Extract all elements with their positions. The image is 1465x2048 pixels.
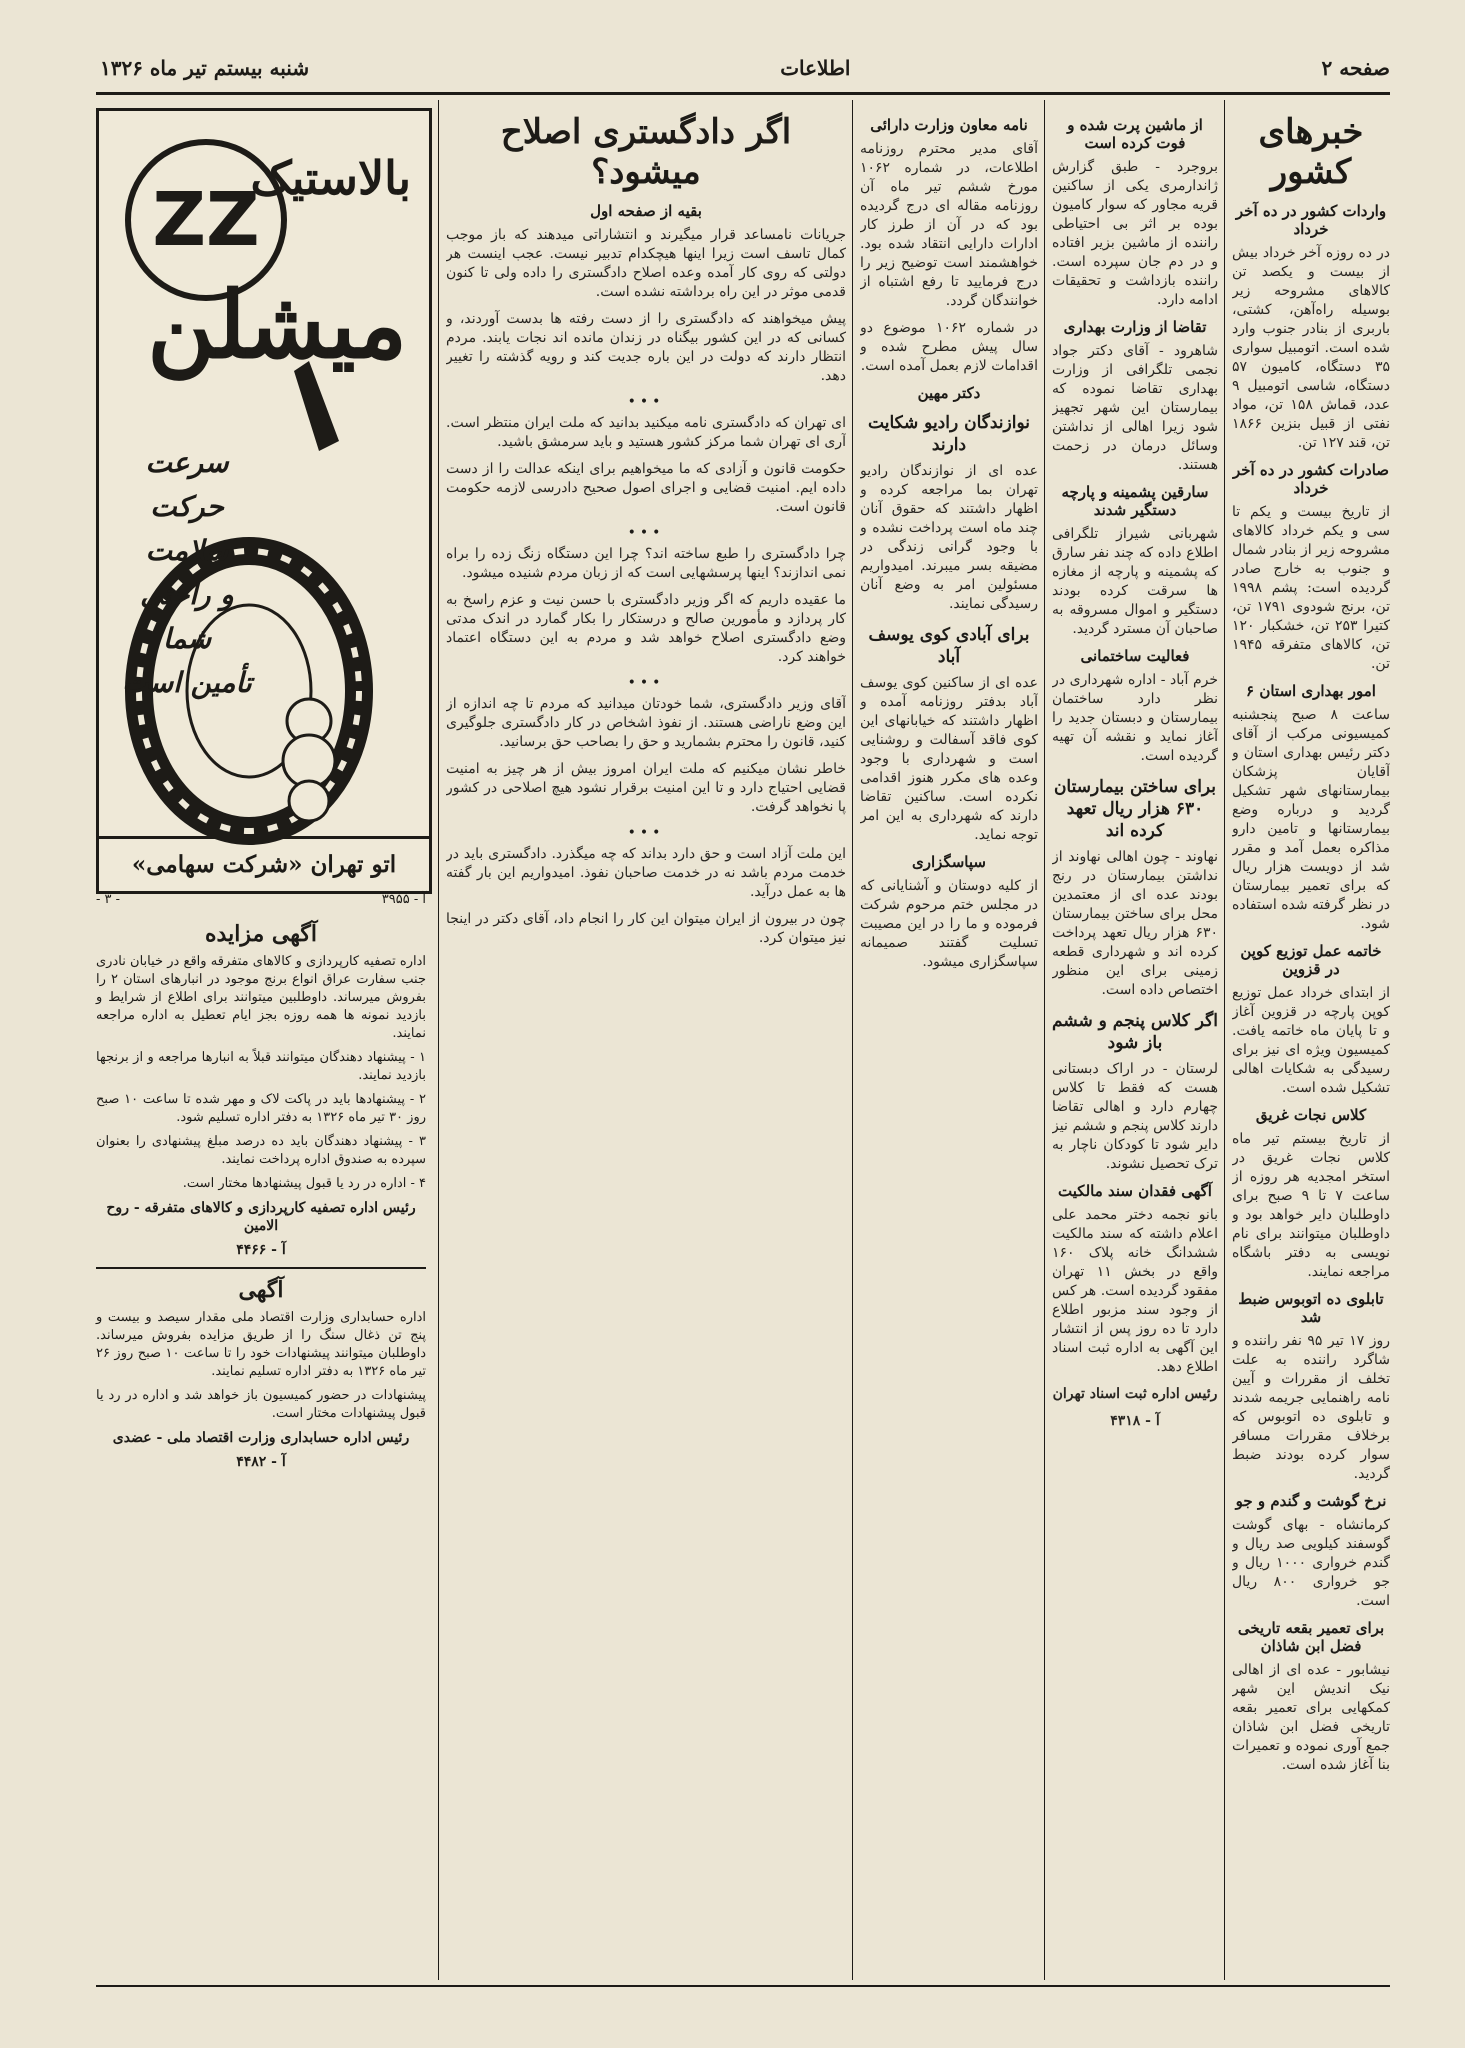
notice-divider	[96, 1267, 426, 1269]
footer-rule	[96, 1985, 1390, 1987]
headline: تابلوی ده اتوبوس ضبط شد	[1238, 1290, 1384, 1326]
ad-slogan	[117, 441, 257, 705]
article-text: از تاریخ بیست و یکم تا سی و یکم خرداد کالاهای مشروحه زیر از بنادر شمال و جنوب به خارج صادر گردیده است: پشم ۱۹۹۸ تن، برنج شودوی ۱۷۹۱ تن، کتیرا ۲۵۳ تن، خشکبار ۱۲۰ تن، کالاهای متفرقه ۱۹۴۵ تن.	[1232, 504, 1390, 672]
issue-date: شنبه بیستم تیر ماه ۱۳۲۶	[100, 56, 310, 80]
slogan-line: سلامت	[145, 534, 229, 567]
notice-text: ۴ - اداره در رد یا قبول پیشنهادها مختار است.	[182, 1176, 426, 1191]
column-divider	[852, 100, 853, 1980]
column-domestic	[1052, 108, 1218, 1978]
ad-code: آ - ۳۹۵۵	[381, 892, 426, 907]
headline: خاتمه عمل توزیع کوپن در قزوین	[1240, 942, 1382, 978]
headline: برای آبادی کوی یوسف آباد	[868, 625, 1030, 667]
ad-code: - ۳ -	[96, 892, 121, 907]
headline: برای تعمیر بقعه تاریخی فضل ابن شاذان	[1237, 1619, 1385, 1655]
notice-code: آ - ۴۴۸۲	[236, 1454, 286, 1470]
article-text: این ملت آزاد است و حق دارد بداند که چه میگذرد. دادگستری باید در خدمت مردم باشد نه در خدمت صاحبان نفوذ. امیدواریم این بار گفته ها به عمل درآید.	[446, 846, 846, 900]
headline: صادرات کشور در ده آخر خرداد	[1232, 461, 1390, 497]
notice-code: آ - ۴۴۶۶	[236, 1242, 286, 1258]
article-text: ساعت ۸ صبح پنجشنبه کمیسیونی مرکب از آقای دکتر رئیس بهداری استان و آقایان پزشکان بیمارستانهای شهر تشکیل گردید و درباره وضع بیمارستانها و تامین دارو مذاکره بعمل آمد و مقرر شد از دویست هزار ریال که برای تعمیر بیمارستان در نظر گرفته شده استفاده شود.	[1232, 707, 1390, 932]
ad-text: بانو نجمه دختر محمد علی اعلام داشته که سند مالکیت ششدانگ خانه پلاک ۱۶۰ واقع در بخش ۱۱ تهران مفقود گردیده است. هر کس از وجود سند مزبور اطلاع دارد تا ده روز پس از انتشار این آگهی به اداره ثبت اسناد اطلاع دهد.	[1052, 1207, 1218, 1375]
slogan-line: تأمین است	[122, 666, 252, 699]
article-text: لرستان - در اراک دبستانی هست که فقط تا کلاس چهارم دارد و اهالی تقاضا دارند کلاس پنجم و ششم نیز دایر شود تا کودکان ناچار به ترک تحصیل نشوند.	[1052, 1061, 1218, 1172]
article-text: در ده روزه آخر خرداد بیش از بیست و یکصد تن کالاهای مشروحه زیر بوسیله راه‌آهن، کشتی، باربری از بنادر جنوب وارد شده است. اتومبیل سواری ۳۵ دستگاه، کامیون ۵۷ دستگاه، شاسی اتومبیل ۹ عدد، قماش ۱۵۸ تن، مواد نفتی از قبیل بنزین ۱۸۶۶ تن، قند ۱۲۷ تن.	[1232, 245, 1390, 451]
article-text: شهربانی شیراز تلگرافی اطلاع داده که چند نفر سارق که پشمینه و پارچه از مغازه ها سرقت کرده بودند دستگیر و اموال مسروقه به صاحبان آن مسترد گردید.	[1052, 526, 1218, 637]
ad-headline: آگهی فقدان سند مالکیت	[1058, 1182, 1212, 1200]
headline: کلاس نجات غریق	[1255, 1106, 1367, 1124]
article-text: آقای وزیر دادگستری، شما خودتان میدانید که مردم تا چه اندازه از این وضع ناراضی هستند. از نفوذ اشخاص در کار دادگستری جلوگیری کنید، قانون را محترم بشمارید و حق را بصاحب حق برسانید.	[446, 696, 846, 750]
article-text: در شماره ۱۰۶۲ موضوع دو سال پیش مطرح شده و اقدامات لازم بعمل آمده است.	[860, 320, 1038, 374]
notice-text: پیشنهادات در حضور کمیسیون باز خواهد شد و اداره در رد یا قبول پیشنهادات مختار است.	[96, 1388, 426, 1421]
notice-text: اداره حسابداری وزارت اقتصاد ملی مقدار سیصد و بیست و پنج تن ذغال سنگ را از طریق مزایده بفروش میرساند. داوطلبان میتوانند پیشنهادات خود را تا ساعت ۱۰ صبح روز ۲۶ تیر ماه ۱۳۲۶ به دفتر اداره تسلیم نمایند.	[96, 1310, 426, 1379]
article-text: بروجرد - طبق گزارش ژاندارمری یکی از ساکنین قریه مجاور که سوار کامیون بوده بر اثر بی احتیاطی راننده از ماشین بزیر افتاده و در دم جان سپرده است. راننده بازداشت و تحقیقات ادامه دارد.	[1052, 159, 1218, 308]
article-text: از ابتدای خرداد عمل توزیع کوپن پارچه در قزوین آغاز و تا پایان ماه خاتمه یافت. کمیسیون ویژه ای نیز برای رسیدگی به شکایات اهالی تشکیل شده است.	[1232, 985, 1390, 1096]
ad-footer: اتو تهران «شرکت سهامی»	[99, 836, 429, 891]
headline: امور بهداری استان ۶	[1246, 682, 1376, 700]
notice-signature: رئیس اداره تصفیه کارپردازی و کالاهای متفرقه - روح الامین	[106, 1200, 416, 1234]
article-text: حکومت قانون و آزادی که ما میخواهیم برای اینکه عدالت را از دست داده ایم. امنیت قضایی و اجرای اصول صحیح دادرسی لازمه حکومت قانون است.	[446, 461, 846, 515]
ad-signature: رئیس اداره ثبت اسناد تهران	[1052, 1386, 1218, 1402]
brand-name: میشلن	[147, 271, 407, 379]
headline: نامه معاون وزارت دارائی	[870, 116, 1028, 134]
article-text: چون در بیرون از ایران میتوان این کار را انجام داد، آقای دکتر در اینجا نیز میتوان کرد.	[446, 911, 846, 946]
zz-logo: ZZ	[125, 139, 287, 301]
article-text: آقای مدیر محترم روزنامه اطلاعات، در شماره ۱۰۶۲ مورخ ششم تیر ماه آن روزنامه مقاله ای درج گردیده بود که در آن از طرز کار ادارات دارایی انتقاد شده بود. خواهشمند است توضیح زیر را درج فرمایید تا رفع اشتباه از خوانندگان گردد.	[860, 141, 1038, 309]
notice-text: ۲ - پیشنهادها باید در پاکت لاک و مهر شده تا ساعت ۱۰ صبح روز ۳۰ تیر ماه ۱۳۲۶ به دفتر اداره تسلیم شود.	[96, 1092, 426, 1125]
notice-title: آگهی مزایده	[205, 921, 317, 947]
notice-text: ۱ - پیشنهاد دهندگان میتوانند قبلاً به انبارها مراجعه و از برنجها بازدید نمایند.	[96, 1050, 426, 1083]
column-divider	[1224, 100, 1225, 1980]
column-divider	[1044, 100, 1045, 1980]
ad-code: آ - ۴۳۱۸	[1110, 1413, 1160, 1429]
article-text: خاطر نشان میکنیم که ملت ایران امروز بیش از هر چیز به امنیت قضایی احتیاج دارد و تا این امنیت برقرار نشود هیچ اصلاحی در کشور پا نخواهد گرفت.	[446, 761, 846, 815]
notices-column	[96, 915, 426, 1477]
separator-dots: •••	[627, 394, 665, 410]
column-country-news	[1232, 108, 1390, 1978]
headline: سپاسگزاری	[912, 853, 986, 871]
article-text: شاهرود - آقای دکتر جواد نجمی تلگرافی از وزارت بهداری تقاضا نموده که بیمارستان این شهر تجهیز شود زیرا اهالی از نداشتن وسائل درمان در زحمت هستند.	[1052, 343, 1218, 473]
notice-text: ۳ - پیشنهاد دهندگان باید ده درصد مبلغ پیشنهادی را بعنوان سپرده به صندوق اداره پرداخت نمایند.	[96, 1134, 426, 1167]
headline: سارقین پشمینه و پارچه دستگیر شدند	[1061, 483, 1209, 519]
headline: برای ساختن بیمارستان ۶۳۰ هزار ریال تعهد کرده اند	[1053, 777, 1217, 841]
article-text: کرمانشاه - بهای گوشت گوسفند کیلویی صد ریال و گندم خرواری ۱۰۰۰ ریال و جو خرواری ۸۰۰ ریال است.	[1232, 1517, 1390, 1609]
article-text: روز ۱۷ تیر ۹۵ نفر راننده و شاگرد راننده به علت تخلف از مقررات و آیین نامه راهنمایی جریمه شدند و تابلوی ده اتوبوس که برخلاف مقررات مسافر سوار کرده بودند ضبط گردید.	[1232, 1333, 1390, 1482]
column-editorial	[446, 108, 846, 1978]
headline: اگر کلاس پنجم و ششم باز شود	[1052, 1011, 1218, 1053]
headline: تقاضا از وزارت بهداری	[1063, 318, 1207, 336]
header-rule	[96, 92, 1390, 95]
headline: واردات کشور در ده آخر خرداد	[1235, 202, 1387, 238]
article-text: جریانات نامساعد قرار میگیرند و انتشاراتی میدهند که باز موجب کمال تاسف است زیرا اینها هیچکدام تدبیر نیست. عجب اینست هر دولتی که روی کار آمده وعده اصلاح دادگستری را داده ولی تا کنون قدمی موثر در این راه برداشته نشده است.	[446, 227, 846, 300]
article-text: عده ای از ساکنین کوی یوسف آباد بدفتر روزنامه آمده و اظهار داشتند که خیابانهای این کوی فاقد آسفالت و روشنایی است و شهرداری با وجود وعده های مکرر هنوز اقدامی نکرده است. ساکنین تقاضا دارند که شهرداری به این امر توجه نماید.	[860, 675, 1038, 843]
notice-signature: رئیس اداره حسابداری وزارت اقتصاد ملی - عضدی	[112, 1430, 410, 1446]
editorial-title: اگر دادگستری اصلاح میشود؟	[500, 112, 792, 192]
article-text: عده ای از نوازندگان رادیو تهران بما مراجعه کرده و اظهار داشتند که حقوق آنان چند ماه است پرداخت نشده و با وجود گرانی زندگی در مضیقه بسر میبرند. امیدواریم مسئولین امر به وضع آنان رسیدگی نمایند.	[860, 463, 1038, 612]
brand-subtitle: بالاستیک	[250, 151, 411, 205]
separator-dots: •••	[627, 675, 665, 691]
column-letters	[860, 108, 1038, 1978]
article-text: نیشابور - عده ای از اهالی نیک اندیش این شهر کمکهایی برای تعمیر بقعه تاریخی فضل ابن شاذان جمع آوری نموده و تعمیرات بنا آغاز شده است.	[1232, 1662, 1390, 1773]
article-text: ما عقیده داریم که اگر وزیر دادگستری با حسن نیت و عزم راسخ به کار پردازد و مأمورین صالح و درستکار را بکار گمارد در اندک مدتی وضع دادگستری اصلاح خواهد شد و مردم به این دستگاه اعتماد خواهند کرد.	[446, 592, 846, 665]
separator-dots: •••	[627, 525, 665, 541]
article-text: ای تهران که دادگستری نامه میکنید بدانید که ملت ایران منتظر است. آری ای تهران شما مرکز کشور هستید و باید سرمشق باشید.	[446, 415, 846, 450]
page-number: صفحه ۲	[1321, 56, 1390, 80]
article-text: نهاوند - چون اهالی نهاوند از نداشتن بیمارستان در رنج بودند عده ای از معتمدین محل برای ساختن بیمارستان ۶۳۰ هزار ریال تعهد پرداخت کرده اند و شهرداری قطعه زمینی برای این منظور اختصاص داده است.	[1052, 849, 1218, 998]
headline: از ماشین پرت شده و فوت کرده است	[1067, 116, 1203, 152]
paper-name: اطلاعات	[780, 56, 851, 80]
headline: نوازندگان رادیو شکایت دارند	[868, 413, 1030, 455]
ad-code-line	[96, 892, 426, 907]
article-text: خرم آباد - اداره شهرداری در نظر دارد ساختمان بیمارستان و دبستان جدید را آغاز نماید و نقشه آن تهیه گردیده است.	[1052, 672, 1218, 764]
page-header	[100, 48, 1390, 88]
separator-dots: •••	[627, 825, 665, 841]
slogan-line: سرعت حرکت	[145, 446, 229, 523]
notice-title: آگهی	[238, 1277, 284, 1303]
article-text: چرا دادگستری را طبع ساخته اند؟ چرا این دستگاه زنگ زده را براه نمی اندازند؟ اینها پرسشهایی است که از زبان مردم شنیده میشود.	[446, 546, 846, 581]
section-title: خبرهای کشور	[1258, 112, 1364, 192]
column-divider	[438, 100, 439, 1980]
article-text: پیش میخواهند که دادگستری را از دست رفته ها بدست آوردند، و کسانی که در این کشور بیگناه در زندان مانده اند نجات یابند. مردم انتظار دارند که دولت در این باره جدیت کند و رویه گذشته را تغییر دهد.	[446, 311, 846, 384]
michelin-advertisement	[96, 108, 432, 894]
headline: نرخ گوشت و گندم و جو	[1235, 1492, 1387, 1510]
slogan-line: و راحتی شما	[140, 578, 234, 655]
headline: فعالیت ساختمانی	[1080, 647, 1190, 665]
article-text: از تاریخ بیستم تیر ماه کلاس نجات غریق در استخر امجدیه هر روزه از ساعت ۷ تا ۹ صبح برای داوطلبان دایر خواهد بود و داوطلبان میتوانند برای نام نویسی به دفتر باشگاه مراجعه نمایند.	[1232, 1131, 1390, 1280]
notice-text: اداره تصفیه کارپردازی و کالاهای متفرقه واقع در خیابان نادری جنب سفارت عراق انواع برنج موجود در انبارهای استان ۲ را بفروش میرساند. داوطلبین میتوانند برای اطلاع از شرایط و بازدید نمونه ها همه روزه بجز ایام تعطیل به اداره مراجعه نمایند.	[96, 954, 426, 1041]
editorial-subtitle: بقیه از صفحه اول	[590, 202, 702, 220]
byline: دکتر مهین	[917, 384, 981, 402]
article-text: از کلیه دوستان و آشنایانی که در مجلس ختم مرحوم شرکت فرموده و ما را در این مصیبت تسلیت گفتند صمیمانه سپاسگزاری میشود.	[860, 878, 1038, 970]
